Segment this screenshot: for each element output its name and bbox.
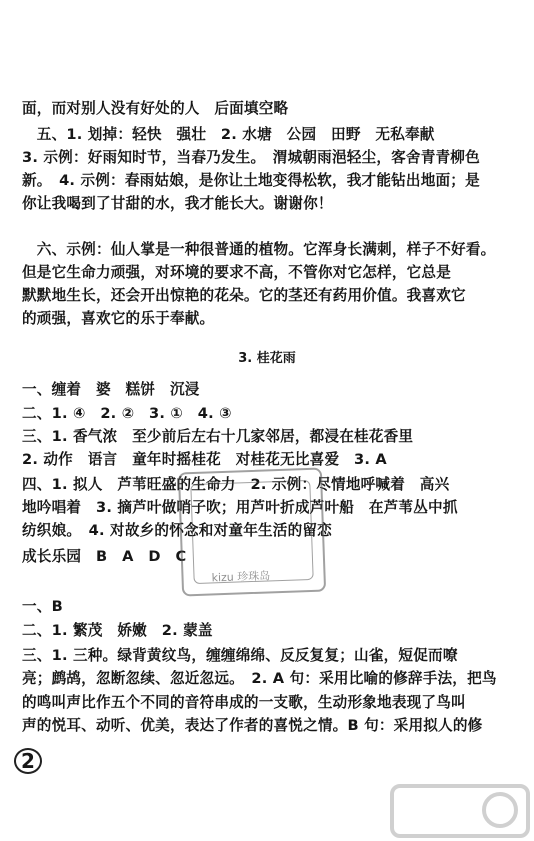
text-line-13: 2. 动作 语言 童年时摇桂花 对桂花无比喜爱 3. A [22,451,387,468]
text-line-7: 但是它生命力顽强，对环境的要求不高，不管你对它怎样，它总是 [22,264,452,281]
text-line-1: 面，而对别人没有好处的人 后面填空略 [22,100,289,117]
text-line-16: 纺织娘。 4. 对故乡的怀念和对童年生活的留恋 [22,522,332,539]
text-line-18: 二、1. 繁茂 娇嫩 2. 蒙盖 [22,622,213,639]
text-line-3: 3. 示例：好雨知时节，当春乃发生。 渭城朝雨浥轻尘，客舍青青柳色 [22,149,480,166]
section-title: 3. 桂花雨 [238,351,296,366]
text-line-21: 的鸣叫声比作五个不同的音符串成的一支歌，生动形象地表现了鸟叫 [22,694,466,711]
text-line-9: 的顽强，喜欢它的乐于奉献。 [22,310,215,327]
text-line-22: 声的悦耳、动听、优美，表达了作者的喜悦之情。B 句：采用拟人的修 [22,717,483,734]
text-line-4: 新。 4. 示例：春雨姑娘，是你让土地变得松软，我才能钻出地面；是 [22,172,480,189]
text-line-10: 一、缠着 婆 糕饼 沉浸 [22,381,200,398]
text-line-12: 三、1. 香气浓 至少前后左右十几家邻居，都浸在桂花香里 [22,428,414,445]
stamp-text: kizu 珍珠岛 [211,569,271,585]
text-line-15: 地吟唱着 3. 摘芦叶做哨子吹；用芦叶折成芦叶船 在芦苇丛中抓 [22,499,458,516]
text-line-19: 三、1. 三种。绿背黄纹鸟，缠缠绵绵、反反复复；山雀，短促而嘹 [22,647,458,664]
text-line-17: 一、B [22,598,63,615]
page-number: 2 [14,748,42,774]
text-line-20: 亮；鹧鸪，忽断忽续、忽近忽远。 2. A 句：采用比喻的修辞手法，把鸟 [22,670,497,687]
text-line-8: 默默地生长，还会开出惊艳的花朵。它的茎还有药用价值。我喜欢它 [22,287,466,304]
text-line-5: 你让我喝到了甘甜的水，我才能长大。谢谢你！ [22,195,333,212]
watermark-logo [390,780,530,840]
text-line-14: 四、1. 拟人 芦苇旺盛的生命力 2. 示例：尽情地呼喊着 高兴 [22,476,450,493]
text-line-6: 六、示例：仙人掌是一种很普通的植物。它浑身长满刺，样子不好看。 [22,241,496,258]
text-line-2: 五、1. 划掉：轻快 强壮 2. 水塘 公园 田野 无私奉献 [22,126,435,143]
text-line-11: 二、1. ④ 2. ② 3. ① 4. ③ [22,405,232,422]
growth-garden-line: 成长乐园 B A D C [22,548,187,565]
